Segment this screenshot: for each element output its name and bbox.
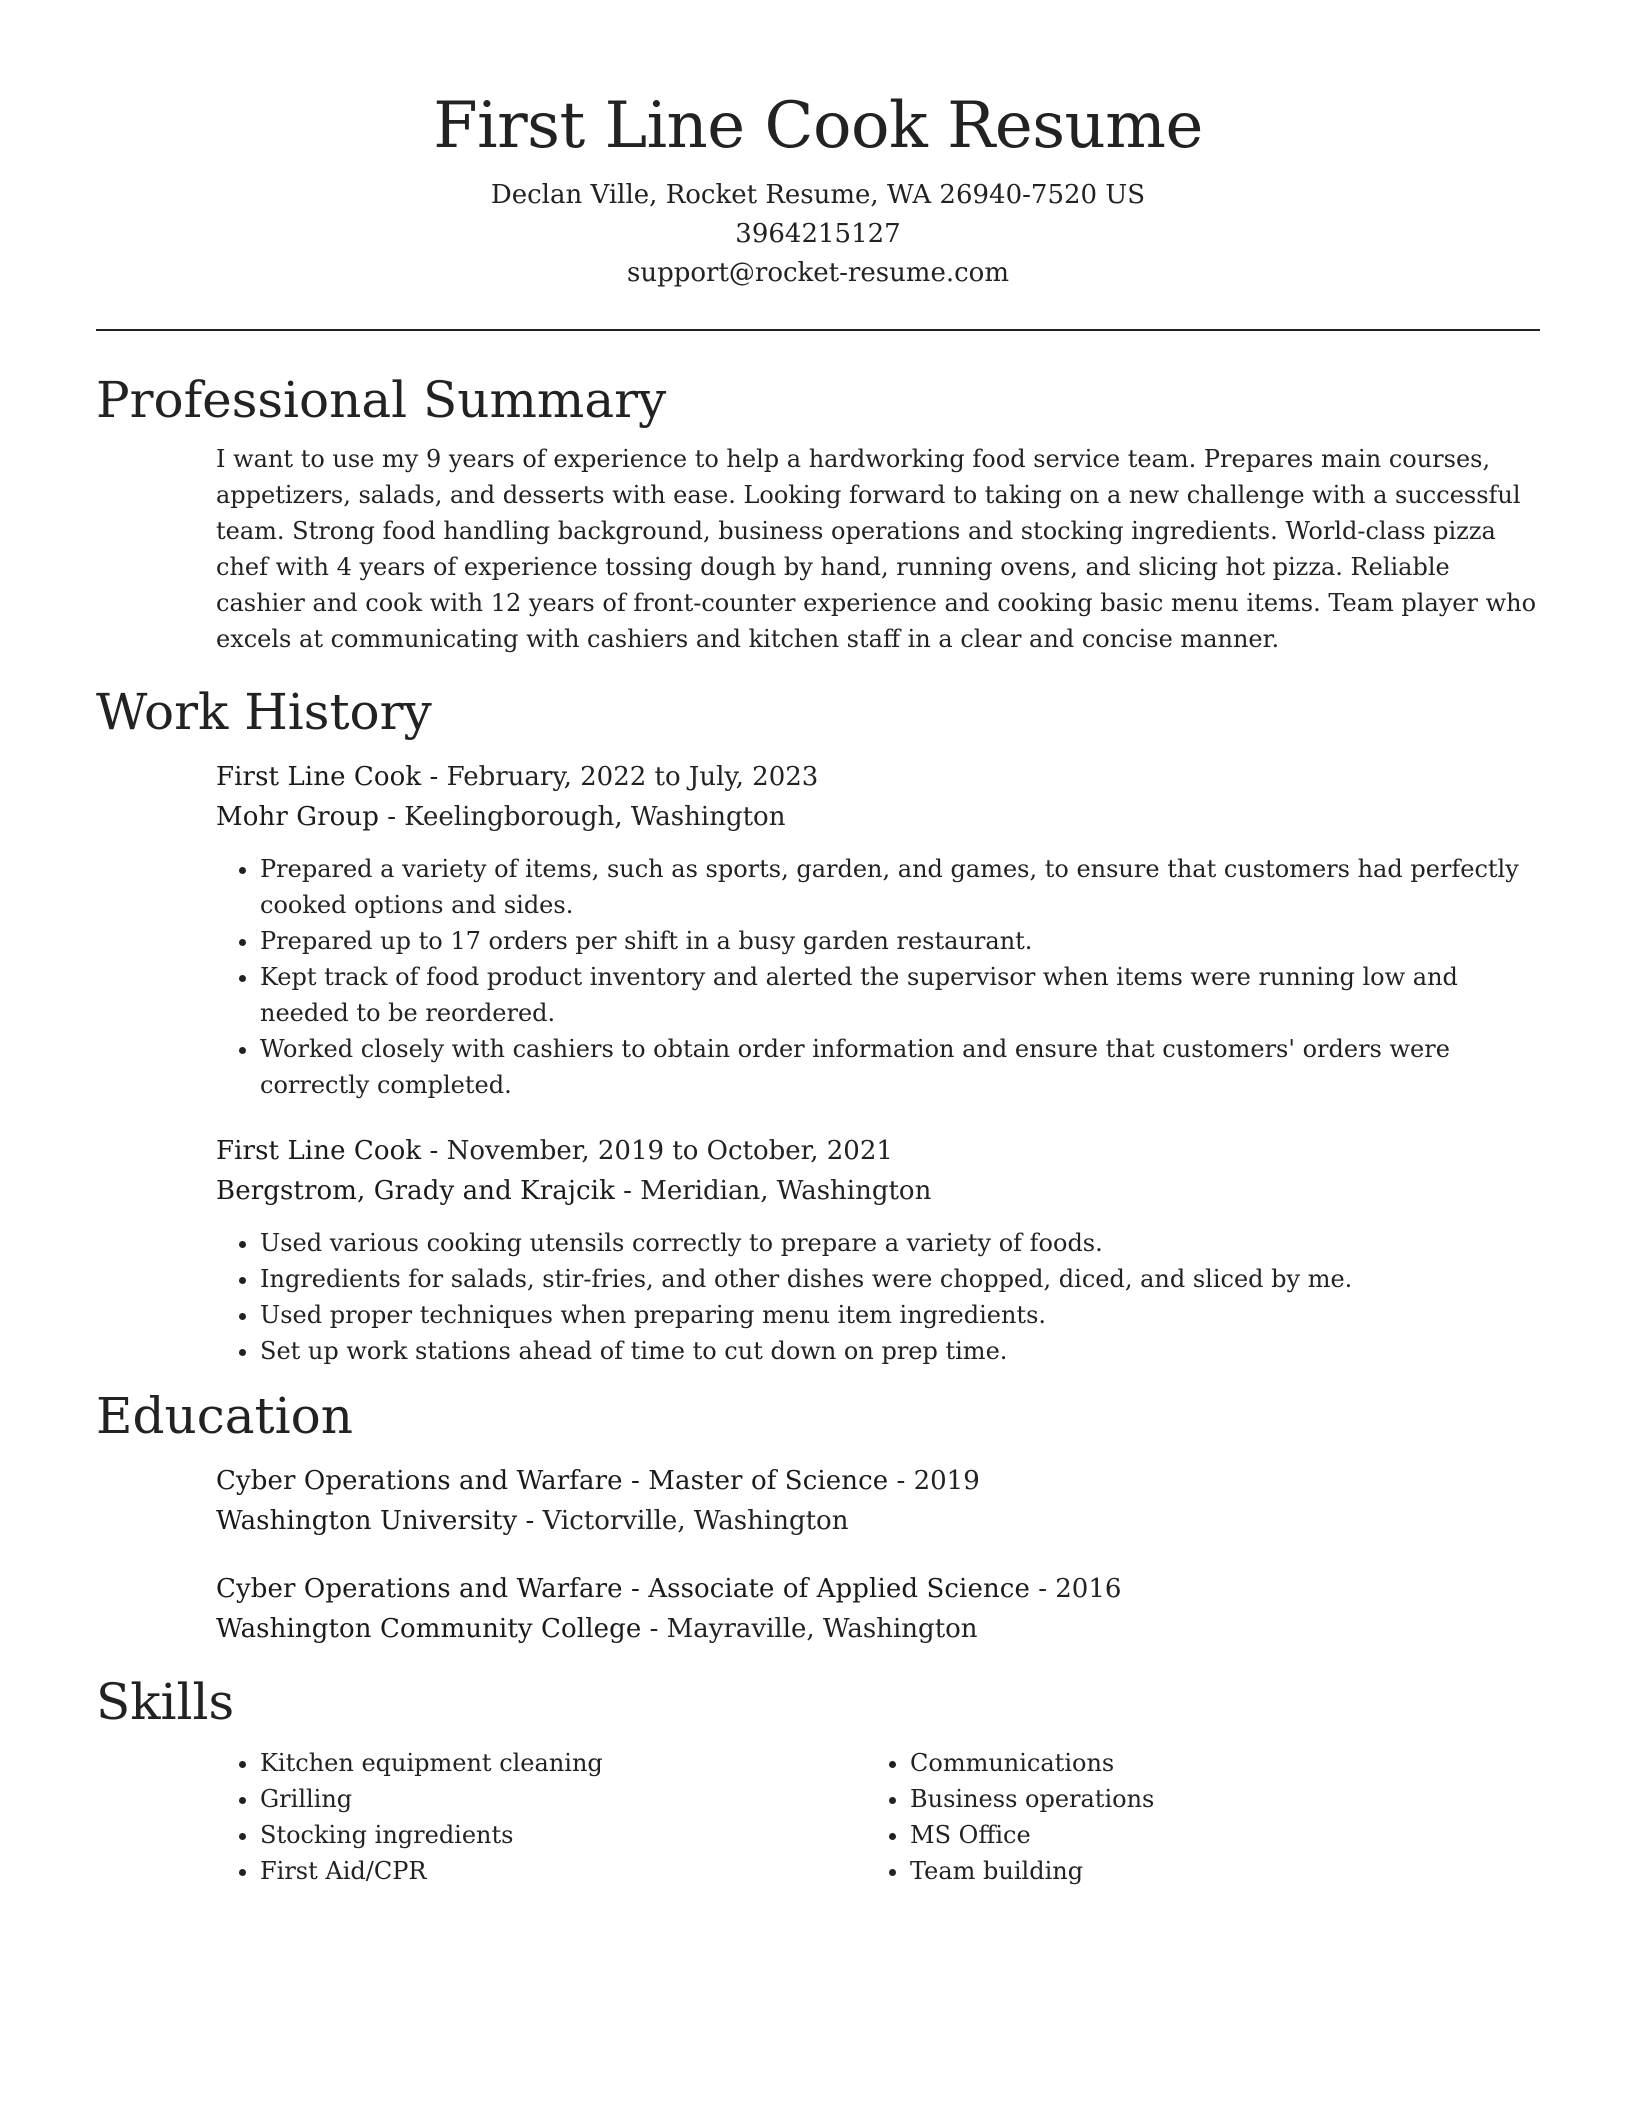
education-school-line xyxy=(216,1609,1540,1649)
job-company-line xyxy=(216,1171,1540,1211)
skills-column-right xyxy=(866,1745,1516,1889)
resume-title: First Line Cook Resume xyxy=(433,89,1203,163)
resume-header xyxy=(96,0,1540,293)
job-bullet: • Ingredients for salads, stir-fries, and other dishes were chopped, diced, and sliced by me. xyxy=(260,1261,1540,1297)
job-title: First Line Cook xyxy=(216,762,422,792)
education-list xyxy=(216,1461,1540,1649)
skills-bullets xyxy=(216,1745,866,1889)
education-school-line xyxy=(216,1501,1540,1541)
job-bullet: • Set up work stations ahead of time to cut down on prep time. xyxy=(260,1333,1540,1369)
education-school: Washington University xyxy=(216,1506,518,1536)
job-entry xyxy=(216,1131,1540,1369)
education-location: - Victorville, Washington xyxy=(517,1506,849,1536)
education-year: - 2016 xyxy=(1029,1574,1122,1604)
job-dates: - February, 2022 to July, 2023 xyxy=(421,762,819,792)
job-location: - Meridian, Washington xyxy=(614,1176,932,1206)
resume-page xyxy=(96,0,1540,1889)
education-degree: Cyber Operations and Warfare - Associate of Applied Science xyxy=(216,1574,1030,1604)
job-bullets xyxy=(216,1225,1540,1369)
job-bullet: • Prepared up to 17 orders per shift in a busy garden restaurant. xyxy=(260,923,1540,959)
header-divider xyxy=(96,329,1540,331)
summary-heading: Professional Summary xyxy=(96,371,667,429)
job-company: Mohr Group xyxy=(216,802,379,832)
skills-list xyxy=(216,1745,1540,1889)
education-entry xyxy=(216,1461,1540,1541)
work-history-heading: Work History xyxy=(96,683,432,741)
job-company-line xyxy=(216,797,1540,837)
job-bullet: • Prepared a variety of items, such as sports, garden, and games, to ensure that customers had perfectly cooked options and sides. xyxy=(260,851,1540,923)
skill-item: • Communications xyxy=(910,1745,1516,1781)
education-degree-line xyxy=(216,1461,1540,1501)
job-title: First Line Cook xyxy=(216,1136,422,1166)
skill-item: • MS Office xyxy=(910,1817,1516,1853)
job-bullet: • Worked closely with cashiers to obtain order information and ensure that customers' orders were correctly completed. xyxy=(260,1031,1540,1103)
contact-phone: 3964215127 xyxy=(735,219,901,249)
job-company: Bergstrom, Grady and Krajcik xyxy=(216,1176,615,1206)
job-entry xyxy=(216,757,1540,1103)
job-bullets xyxy=(216,851,1540,1103)
education-degree-line xyxy=(216,1569,1540,1609)
education-location: - Mayraville, Washington xyxy=(641,1614,978,1644)
job-location: - Keelingborough, Washington xyxy=(378,802,786,832)
skill-item: • Stocking ingredients xyxy=(260,1817,866,1853)
skill-item: • First Aid/CPR xyxy=(260,1853,866,1889)
skills-heading: Skills xyxy=(96,1673,235,1731)
skills-bullets xyxy=(866,1745,1516,1889)
job-bullet: • Kept track of food product inventory and alerted the supervisor when items were running low and needed to be reordered. xyxy=(260,959,1540,1031)
job-title-line xyxy=(216,757,1540,797)
education-heading: Education xyxy=(96,1387,353,1445)
skill-item: • Team building xyxy=(910,1853,1516,1889)
education-year: - 2019 xyxy=(888,1466,980,1496)
work-history-list xyxy=(216,757,1540,1369)
skill-item: • Grilling xyxy=(260,1781,866,1817)
job-title-line xyxy=(216,1131,1540,1171)
skills-column-left xyxy=(216,1745,866,1889)
skill-item: • Kitchen equipment cleaning xyxy=(260,1745,866,1781)
job-dates: - November, 2019 to October, 2021 xyxy=(421,1136,893,1166)
contact-block xyxy=(96,176,1540,293)
job-bullet: • Used various cooking utensils correctly to prepare a variety of foods. xyxy=(260,1225,1540,1261)
education-entry xyxy=(216,1569,1540,1649)
education-school: Washington Community College xyxy=(216,1614,642,1644)
education-degree: Cyber Operations and Warfare - Master of Science xyxy=(216,1466,889,1496)
contact-address: Declan Ville, Rocket Resume, WA 26940-7520 US xyxy=(490,180,1146,210)
job-bullet: • Used proper techniques when preparing menu item ingredients. xyxy=(260,1297,1540,1333)
contact-email: support@rocket-resume.com xyxy=(626,258,1009,288)
summary-text: I want to use my 9 years of experience to help a hardworking food service team. Prepares main courses, appetizers, salads, and desserts with ease. Looking forward to taking on a new challenge with a successful team. Strong food handling background, business operations and stocking ingredients. World-class pizza chef with 4 years of experience tossing dough by hand, running ovens, and slicing hot pizza. Reliable cashier and cook with 12 years of front-counter experience and cooking basic menu items. Team player who excels at communicating with cashiers and kitchen staff in a clear and concise manner. xyxy=(216,445,1537,653)
skill-item: • Business operations xyxy=(910,1781,1516,1817)
